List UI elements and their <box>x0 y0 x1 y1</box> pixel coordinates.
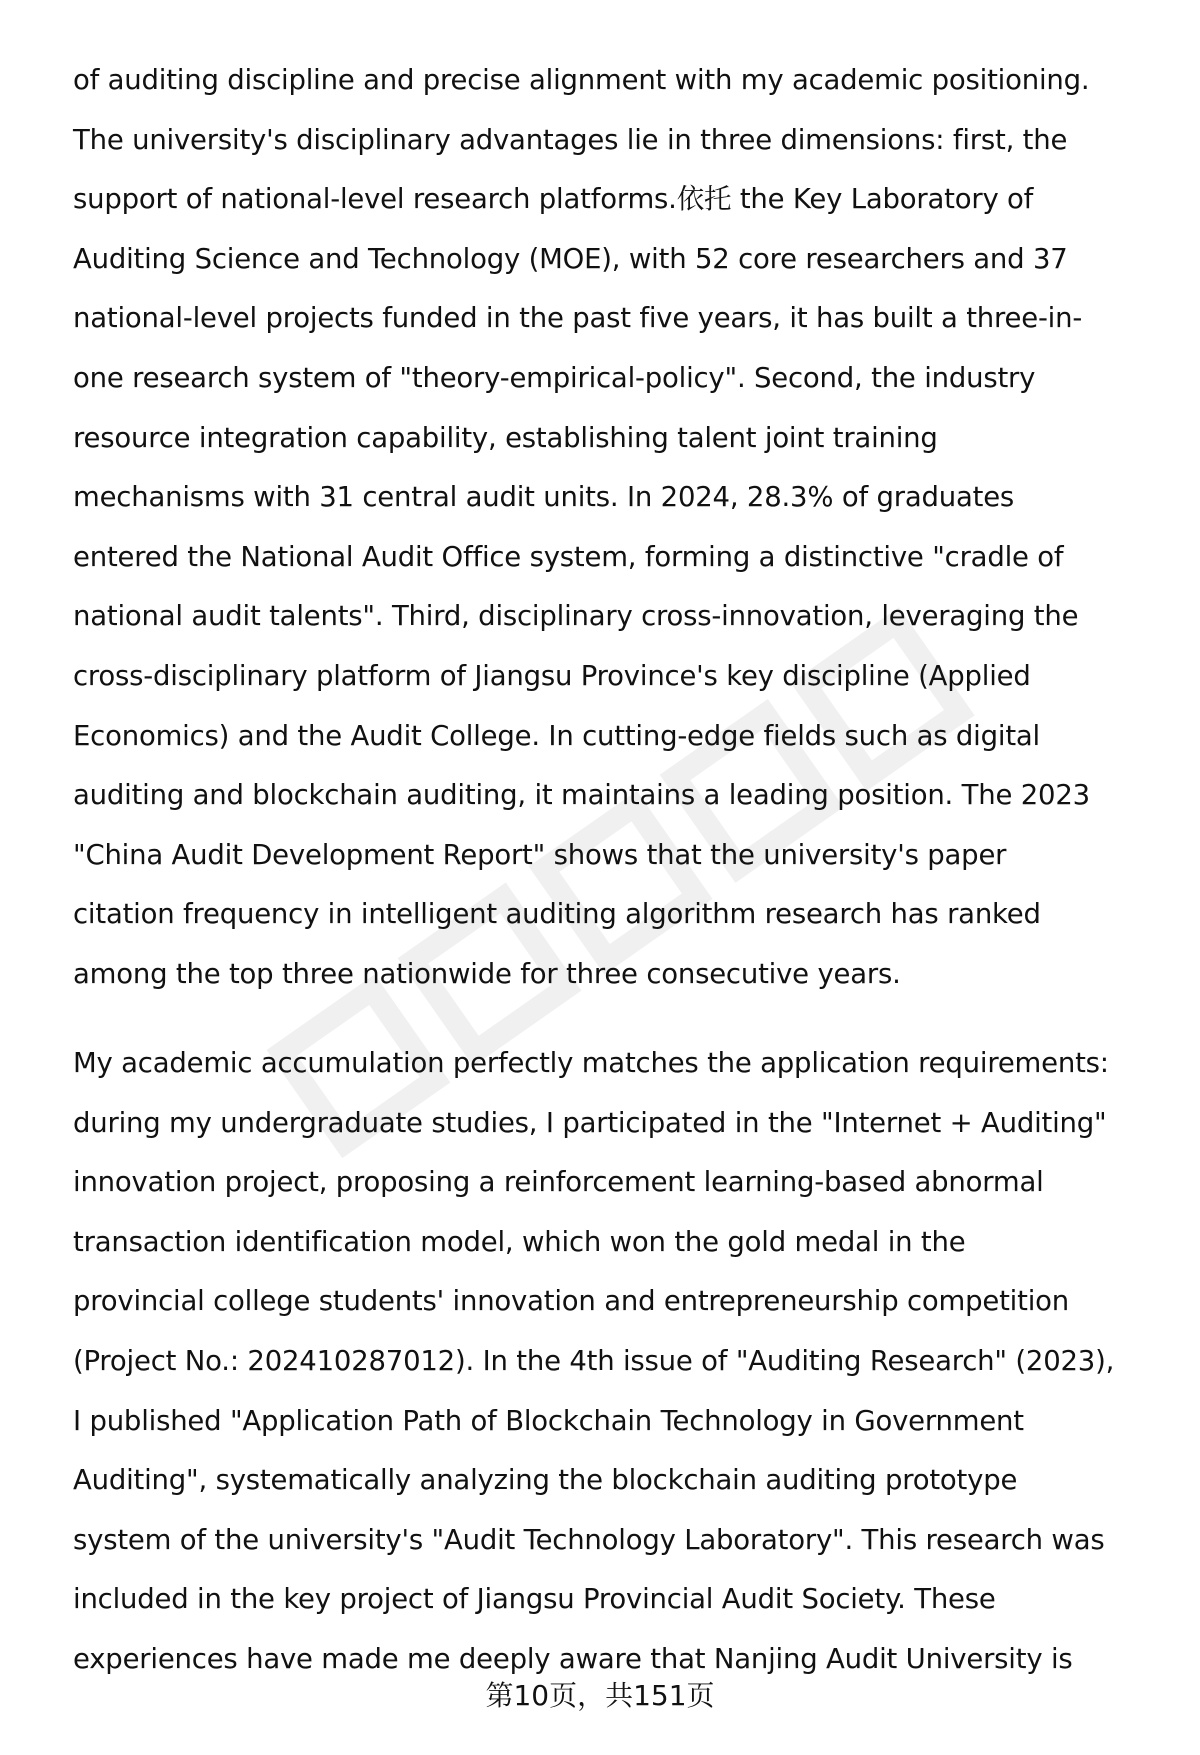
text-line: entered the National Audit Office system, forming a distinctive "cradle of <box>73 540 1064 573</box>
text-line: during my undergraduate studies, I participated in the "Internet + Auditing" <box>73 1106 1107 1139</box>
page-number: 第10页，共151页 <box>485 1679 715 1712</box>
text-line: innovation project, proposing a reinforcement learning-based abnormal <box>73 1166 1044 1199</box>
text-line: "China Audit Development Report" shows that the university's paper <box>73 838 1007 871</box>
text-line: resource integration capability, establishing talent joint training <box>73 421 938 454</box>
text-line: national audit talents". Third, disciplinary cross-innovation, leveraging the <box>73 600 1079 633</box>
text-line: mechanisms with 31 central audit units. In 2024, 28.3% of graduates <box>73 481 1015 514</box>
text-line: Economics) and the Audit College. In cutting-edge fields such as digital <box>73 719 1040 752</box>
text-line: system of the university's "Audit Technology Laboratory". This research was <box>73 1523 1105 1556</box>
text-line: provincial college students' innovation and entrepreneurship competition <box>73 1285 1069 1318</box>
text-line: experiences have made me deeply aware that Nanjing Audit University is <box>73 1643 1073 1675</box>
text-line: among the top three nationwide for three consecutive years. <box>73 958 901 990</box>
text-line: Auditing", systematically analyzing the blockchain auditing prototype <box>73 1464 1018 1497</box>
text-line: (Project No.: 202410287012). In the 4th issue of "Auditing Research" (2023), <box>73 1345 1115 1377</box>
text-line: support of national-level research platforms.依托 the Key Laboratory of <box>73 183 1034 216</box>
text-line: I published "Application Path of Blockchain Technology in Government <box>73 1404 1024 1437</box>
text-line: The university's disciplinary advantages lie in three dimensions: first, the <box>73 123 1068 156</box>
text-line: citation frequency in intelligent auditing algorithm research has ranked <box>73 898 1041 931</box>
text-line: of auditing discipline and precise alignment with my academic positioning. <box>73 64 1090 96</box>
text-line: cross-disciplinary platform of Jiangsu Province's key discipline (Applied <box>73 660 1031 692</box>
text-line: national-level projects funded in the past five years, it has built a three-in- <box>73 302 1083 335</box>
text-line: auditing and blockchain auditing, it maintains a leading position. The 2023 <box>73 779 1090 812</box>
text-line: transaction identification model, which won the gold medal in the <box>73 1225 966 1258</box>
text-line: included in the key project of Jiangsu Provincial Audit Society. These <box>73 1583 996 1616</box>
text-line: Auditing Science and Technology (MOE), with 52 core researchers and 37 <box>73 242 1068 275</box>
text-line: My academic accumulation perfectly matches the application requirements: <box>73 1047 1109 1079</box>
text-line: one research system of "theory-empirical-policy". Second, the industry <box>73 362 1036 394</box>
